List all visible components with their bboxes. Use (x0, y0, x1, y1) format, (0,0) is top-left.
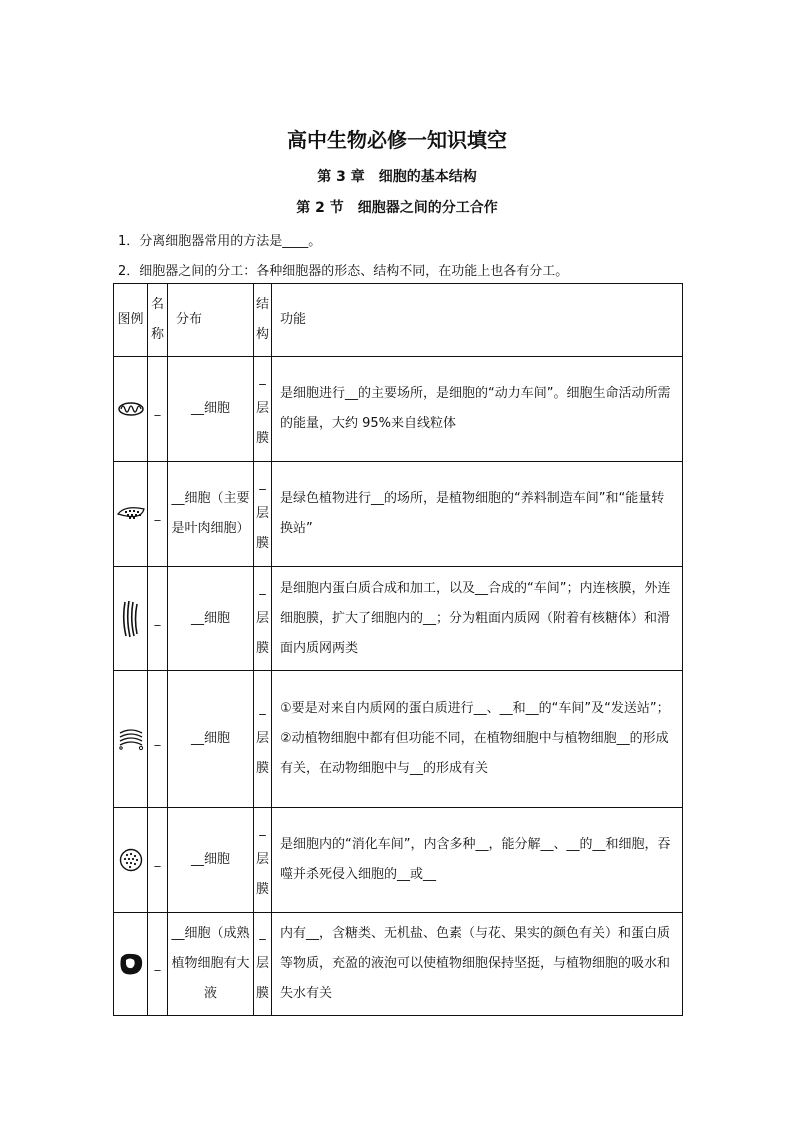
organelle-structure: _层膜 (254, 808, 272, 913)
organelle-function: 是绿色植物进行__的场所，是植物细胞的“养料制造车间”和“能量转换站” (272, 462, 683, 567)
organelle-structure: _层膜 (254, 567, 272, 671)
chloroplast-icon (114, 462, 148, 567)
organelle-distribution: __细胞 (168, 567, 254, 671)
organelle-name: _ (148, 808, 168, 913)
organelle-structure: _层膜 (254, 671, 272, 808)
table-row (114, 567, 683, 671)
organelle-name: _ (148, 357, 168, 462)
organelle-distribution: __细胞 (168, 671, 254, 808)
organelle-name: _ (148, 462, 168, 567)
organelle-function: 内有__，含糖类、无机盐、色素（与花、果实的颜色有关）和蛋白质等物质，充盈的液泡可以使植物细胞保持坚挺，与植物细胞的吸水和失水有关 (272, 913, 683, 1016)
organelle-structure: _层膜 (254, 462, 272, 567)
section-heading: 第 2 节 细胞器之间的分工合作 (296, 200, 498, 216)
organelle-function: 是细胞内的“消化车间”，内含多种__，能分解__、__的__和细胞，吞噬并杀死侵入细胞的__或__ (272, 808, 683, 913)
lysosome-icon (114, 808, 148, 913)
organelle-distribution: __细胞 (168, 357, 254, 462)
organelle-function: 是细胞内蛋白质合成和加工，以及__合成的“车间”；内连核膜，外连细胞膜，扩大了细胞内的__；分为粗面内质网（附着有核糖体）和滑面内质网两类 (272, 567, 683, 671)
table-header-row (114, 284, 683, 357)
endoplasmic-reticulum-icon (114, 567, 148, 671)
header-distribution: 分布 (168, 284, 254, 357)
header-legend: 图例 (114, 284, 148, 357)
golgi-apparatus-icon (114, 671, 148, 808)
header-name: 名称 (148, 284, 168, 357)
organelle-structure: _层膜 (254, 913, 272, 1016)
table-row (114, 357, 683, 462)
organelle-function: ①要是对来自内质网的蛋白质进行__、__和__的“车间”及“发送站”； ②动植物细胞中都有但功能不同，在植物细胞中与植物细胞__的形成有关，在动物细胞中与__的形成有关 (272, 671, 683, 808)
organelle-distribution: __细胞（成熟植物细胞有大液 (168, 913, 254, 1016)
table-row (114, 671, 683, 808)
organelle-function: 是细胞进行__的主要场所，是细胞的“动力车间”。细胞生命活动所需的能量，大约 95%来自线粒体 (272, 357, 683, 462)
header-structure: 结构 (254, 284, 272, 357)
table-row (114, 913, 683, 1016)
question-2: 2．细胞器之间的分工：各种细胞器的形态、结构不同，在功能上也各有分工。 (118, 264, 569, 279)
page-title: 高中生物必修一知识填空 (287, 128, 507, 152)
organelle-structure: _层膜 (254, 357, 272, 462)
organelle-name: _ (148, 567, 168, 671)
table-row (114, 462, 683, 567)
organelle-distribution: __细胞（主要是叶肉细胞） (168, 462, 254, 567)
organelle-table (113, 283, 683, 1016)
mitochondrion-icon (114, 357, 148, 462)
organelle-name: _ (148, 671, 168, 808)
chapter-heading: 第 3 章 细胞的基本结构 (317, 169, 477, 185)
question-1: 1．分离细胞器常用的方法是____。 (118, 234, 322, 249)
table-row (114, 808, 683, 913)
vacuole-icon (114, 913, 148, 1016)
header-function: 功能 (272, 284, 683, 357)
organelle-distribution: __细胞 (168, 808, 254, 913)
organelle-name: _ (148, 913, 168, 1016)
